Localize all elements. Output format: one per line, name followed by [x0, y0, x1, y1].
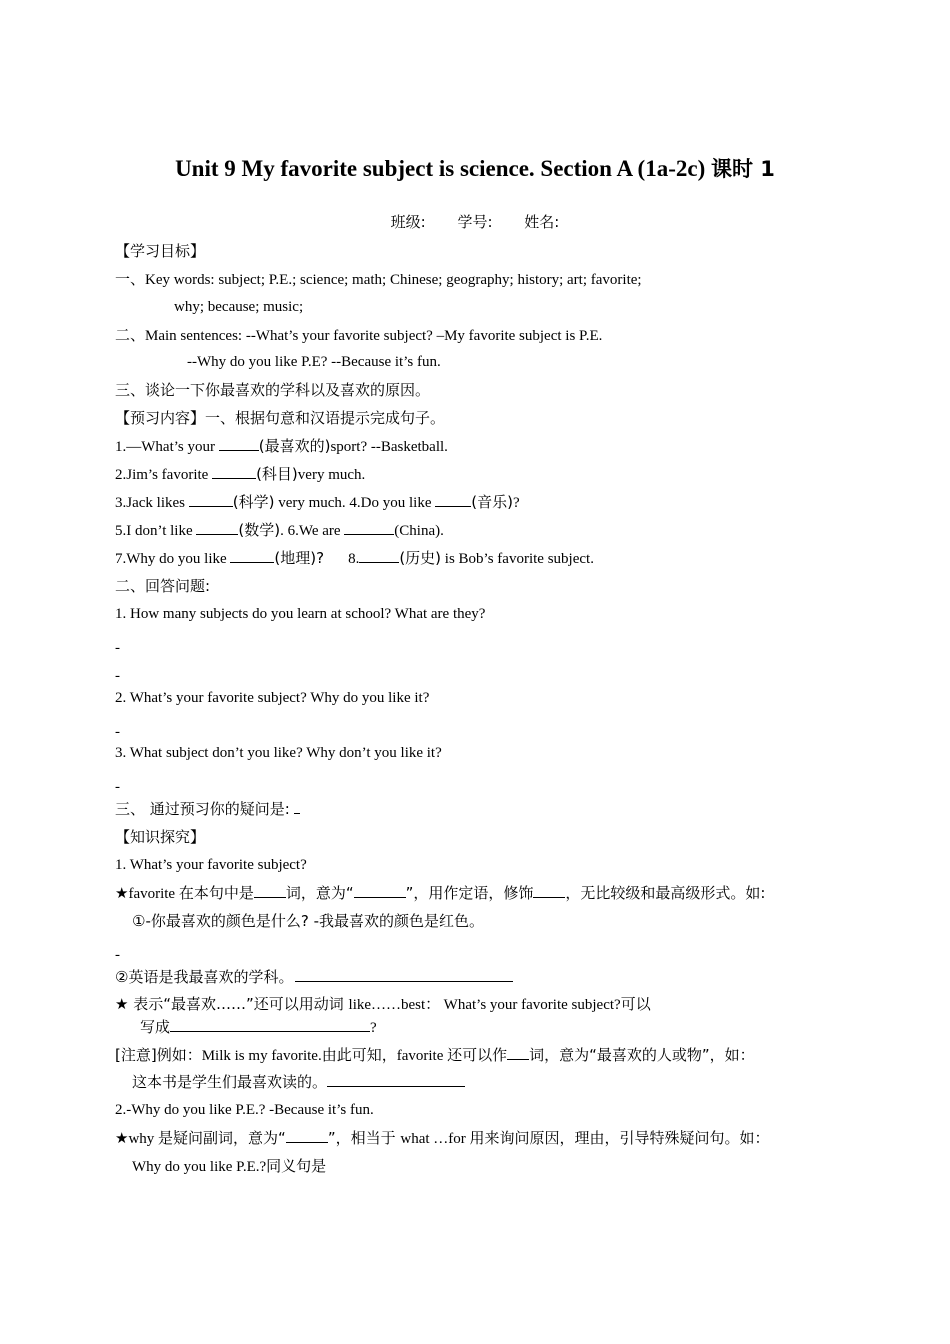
answer-q2: 2. What’s your favorite subject? Why do you like it? [115, 690, 430, 706]
explore-note-example: 这本书是学生们最喜欢读的。 [132, 1072, 465, 1093]
goals-line-1: 一、Key words: subject; P.E.; science; math; Chinese; geography; history; art; favorite; [115, 270, 642, 288]
explore-rewrite-line: 写成 ? [140, 1018, 377, 1036]
explore-point-1: 1. What’s your favorite subject? [115, 857, 307, 873]
answer-line: - [115, 947, 120, 963]
answer-line: - [115, 724, 120, 740]
preview-heading: 【预习内容】一、根据句意和汉语提示完成句子。 [115, 409, 446, 427]
explore-why-example: Why do you like P.E.?同义句是 [132, 1157, 327, 1175]
example-1: ①-你最喜欢的颜色是什么? -我最喜欢的颜色是红色。 [132, 912, 485, 930]
goals-line-1b: why; because; music; [174, 299, 304, 315]
student-info-row [0, 212, 950, 233]
explore-heading: 【知识探究】 [115, 828, 206, 846]
doubt-line: 三、 通过预习你的疑问是: [115, 799, 300, 820]
page-title: Unit 9 My favorite subject is science. Section A (1a-2c) 课时 1 [175, 156, 775, 181]
answer-heading: 二、回答问题: [115, 577, 211, 595]
goals-line-3: 三、谈论一下你最喜欢的学科以及喜欢的原因。 [115, 381, 431, 399]
goals-line-2: 二、Main sentences: --What’s your favorite subject? –My favorite subject is P.E. [115, 326, 603, 344]
explore-why-note: ★why 是疑问副词，意为“ ”，相当于 what …for 用来询问原因，理由，引导特殊疑问句。如： [115, 1129, 770, 1147]
preview-q5-q6: 5.I don’t like (数学). 6.We are (China). [115, 521, 444, 539]
preview-q2: 2.Jim’s favorite (科目)very much. [115, 465, 366, 483]
explore-note: [注意]例如：Milk is my favorite.由此可知，favorite 还可以作 词，意为“最喜欢的人或物”，如： [115, 1046, 755, 1064]
explore-like-best-note: ★ 表示“最喜欢……”还可以用动词 like……best： What’s your favorite subject?可以 [115, 995, 651, 1013]
answer-q3: 3. What subject don’t you like? Why don’t you like it? [115, 745, 442, 761]
answer-line: - [115, 668, 120, 684]
answer-line: - [115, 640, 120, 656]
name-label: 姓名: [524, 213, 560, 231]
goals-heading: 【学习目标】 [115, 242, 206, 260]
example-2: ②英语是我最喜欢的学科。 [115, 967, 513, 988]
preview-q1: 1.—What’s your (最喜欢的)sport? --Basketball. [115, 437, 448, 455]
explore-favorite-note: ★favorite 在本句中是 词，意为“ ”，用作定语，修饰 ，无比较级和最高级形式。如: [115, 884, 766, 902]
class-label: 班级: [390, 213, 426, 231]
answer-q1: 1. How many subjects do you learn at school? What are they? [115, 606, 486, 622]
lesson-number: 课时 1 [710, 157, 775, 181]
answer-line: - [115, 779, 120, 795]
preview-q3-q4: 3.Jack likes (科学) very much. 4.Do you like (音乐)? [115, 493, 520, 511]
preview-q7-q8: 7.Why do you like (地理)? 8. (历史) is Bob’s favorite subject. [115, 549, 594, 567]
explore-point-2: 2.-Why do you like P.E.? -Because it’s fun. [115, 1102, 374, 1118]
number-label: 学号: [457, 213, 493, 231]
goals-line-2b: --Why do you like P.E? --Because it’s fun. [187, 354, 441, 370]
